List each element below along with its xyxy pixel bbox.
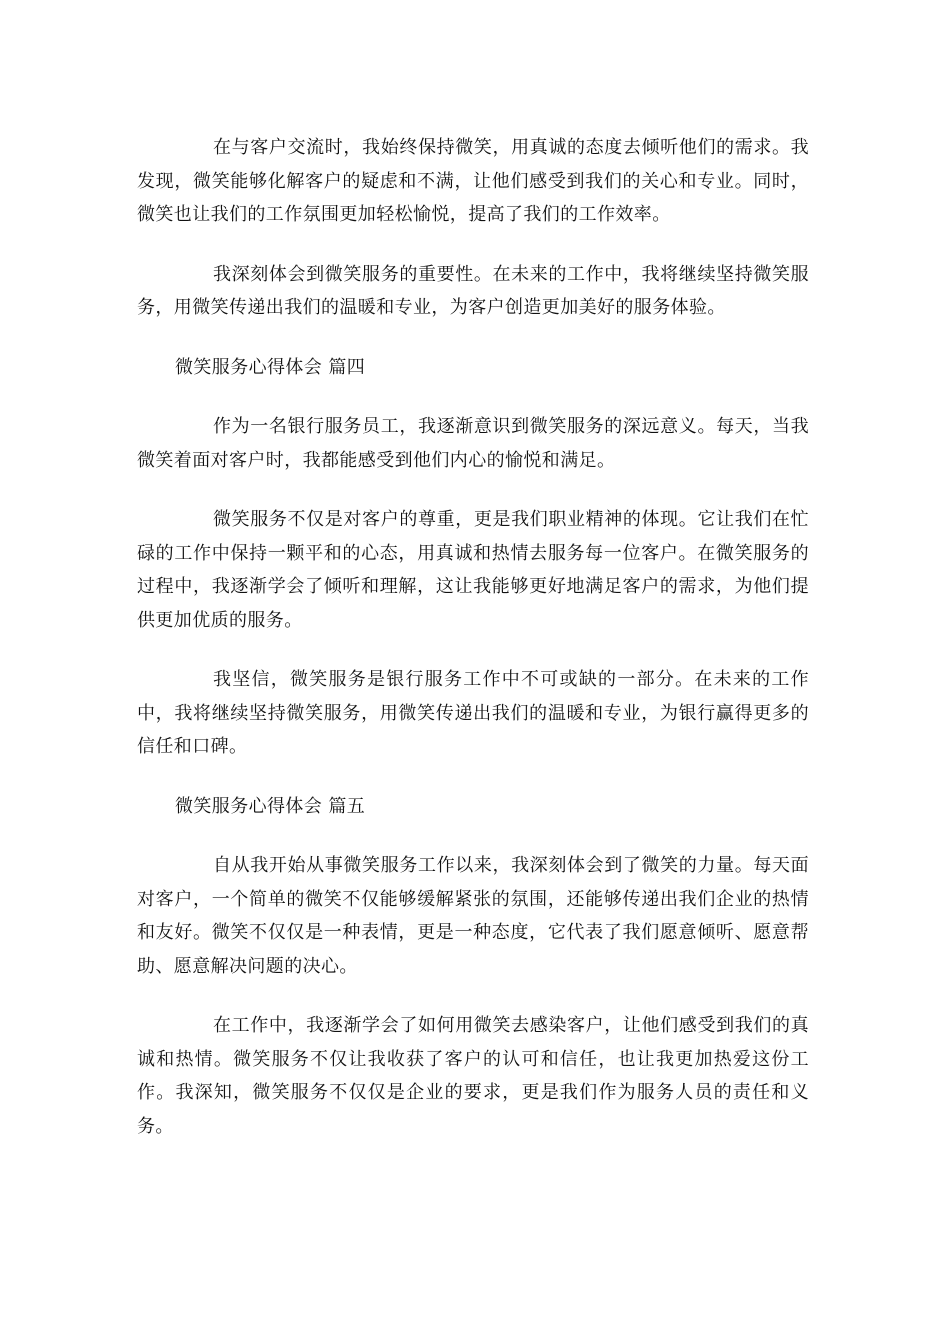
paragraph: 在工作中，我逐渐学会了如何用微笑去感染客户，让他们感受到我们的真诚和热情。微笑服务不仅让我收获了客户的认可和信任，也让我更加热爱这份工作。我深知，微笑服务不仅仅是企业的要求，更是我们作为服务人员的责任和义务。 [137, 1015, 809, 1137]
paragraph: 我深刻体会到微笑服务的重要性。在未来的工作中，我将继续坚持微笑服务，用微笑传递出我们的温暖和专业，为客户创造更加美好的服务体验。 [137, 263, 809, 318]
paragraph: 在与客户交流时，我始终保持微笑，用真诚的态度去倾听他们的需求。我发现，微笑能够化解客户的疑虑和不满，让他们感受到我们的关心和专业。同时，微笑也让我们的工作氛围更加轻松愉悦，提高了我们的工作效率。 [137, 137, 809, 225]
section-heading: 微笑服务心得体会 篇五 [175, 795, 366, 817]
paragraph: 自从我开始从事微笑服务工作以来，我深刻体会到了微笑的力量。每天面对客户，一个简单的微笑不仅能够缓解紧张的氛围，还能够传递出我们企业的热情和友好。微笑不仅仅是一种表情，更是一种态度，它代表了我们愿意倾听、愿意帮助、愿意解决问题的决心。 [137, 855, 809, 977]
paragraph: 作为一名银行服务员工，我逐渐意识到微笑服务的深远意义。每天，当我微笑着面对客户时，我都能感受到他们内心的愉悦和满足。 [137, 416, 809, 471]
document-page [137, 131, 809, 1169]
paragraph: 微笑服务不仅是对客户的尊重，更是我们职业精神的体现。它让我们在忙碌的工作中保持一颗平和的心态，用真诚和热情去服务每一位客户。在微笑服务的过程中，我逐渐学会了倾听和理解，这让我能够更好地满足客户的需求，为他们提供更加优质的服务。 [137, 509, 809, 631]
paragraph: 我坚信，微笑服务是银行服务工作中不可或缺的一部分。在未来的工作中，我将继续坚持微笑服务，用微笑传递出我们的温暖和专业，为银行赢得更多的信任和口碑。 [137, 669, 809, 757]
section-heading: 微笑服务心得体会 篇四 [175, 356, 366, 378]
